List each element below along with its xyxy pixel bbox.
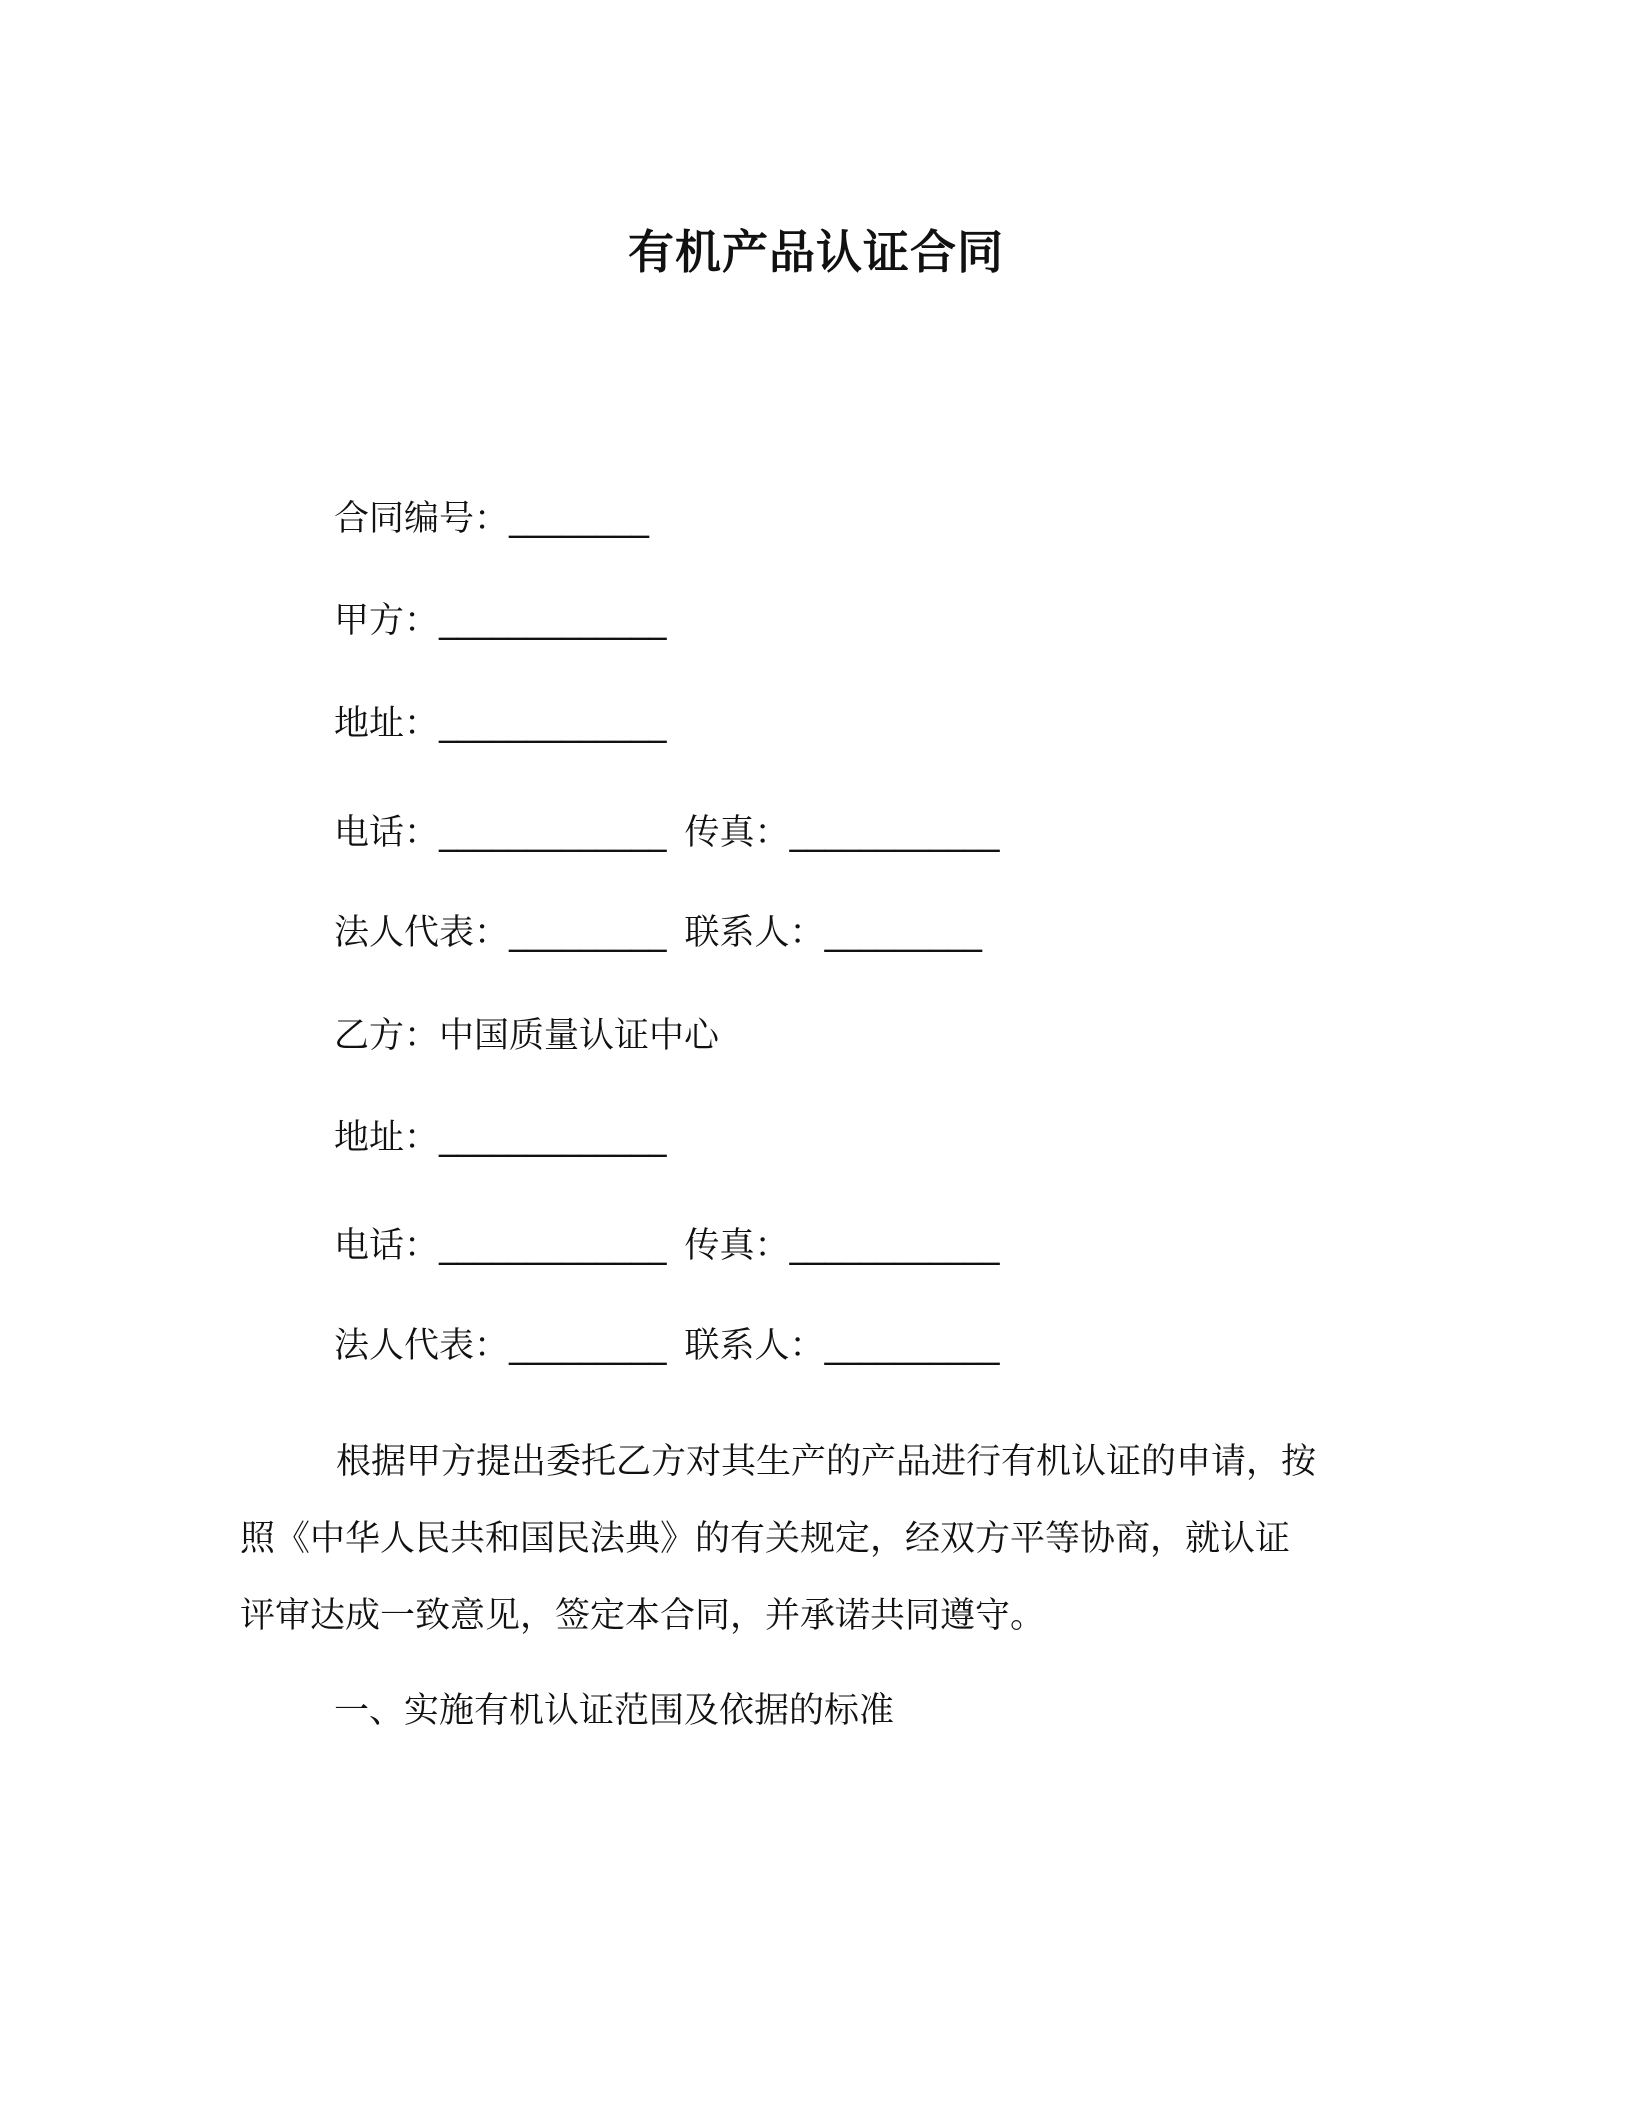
party-b-fax-label: 传真： <box>684 1226 790 1266</box>
intro-line-3: 评审达成一致意见，签定本合同，并承诺共同遵守。 <box>240 1596 1046 1636</box>
party-b-name-value: 中国质量认证中心 <box>439 1016 720 1056</box>
contract-number-label: 合同编号： <box>334 499 510 539</box>
party-a-phone-blank: _____________ <box>439 813 667 853</box>
document-title: 有机产品认证合同 <box>628 225 1004 279</box>
party-b-phone-blank: _____________ <box>439 1226 667 1266</box>
party-a-name-line <box>334 596 667 646</box>
party-a-address-blank: _____________ <box>439 704 667 744</box>
party-b-contact-label: 联系人： <box>684 1326 825 1366</box>
party-b-name-line <box>334 1011 719 1061</box>
party-b-phone-label: 电话： <box>334 1226 440 1266</box>
party-b-address-line <box>334 1113 667 1163</box>
party-a-fax-label: 传真： <box>684 813 790 853</box>
party-b-address-label: 地址： <box>334 1118 440 1158</box>
contract-number-blank: ________ <box>509 499 650 539</box>
party-a-fax-blank: ____________ <box>789 813 1000 853</box>
party-b-phone-fax-line <box>334 1221 1000 1271</box>
party-b-legal-rep-blank: _________ <box>509 1326 667 1366</box>
party-a-phone-label: 电话： <box>334 813 440 853</box>
party-a-rep-contact-line <box>334 908 982 958</box>
section-1-heading: 一、实施有机认证范围及依据的标准 <box>334 1691 895 1731</box>
contract-number-line <box>334 494 649 544</box>
party-b-fax-blank: ____________ <box>789 1226 1000 1266</box>
intro-line-1: 根据甲方提出委托乙方对其生产的产品进行有机认证的申请，按 <box>336 1442 1317 1482</box>
party-a-contact-label: 联系人： <box>684 913 825 953</box>
party-b-address-blank: _____________ <box>439 1118 667 1158</box>
party-a-label: 甲方： <box>334 601 440 641</box>
intro-paragraph <box>240 1424 1390 1655</box>
party-a-blank: _____________ <box>439 601 667 641</box>
party-b-contact-blank: __________ <box>824 1326 1000 1366</box>
party-a-legal-rep-label: 法人代表： <box>334 913 510 953</box>
intro-line-2: 照《中华人民共和国民法典》的有关规定，经双方平等协商，就认证 <box>240 1519 1291 1559</box>
party-b-label: 乙方： <box>334 1016 440 1056</box>
party-a-contact-blank: _________ <box>824 913 983 953</box>
party-a-phone-fax-line <box>334 808 1000 858</box>
party-b-legal-rep-label: 法人代表： <box>334 1326 510 1366</box>
party-b-rep-contact-line <box>334 1321 1000 1371</box>
party-a-address-label: 地址： <box>334 704 440 744</box>
party-a-address-line <box>334 699 667 749</box>
party-a-legal-rep-blank: _________ <box>509 913 667 953</box>
